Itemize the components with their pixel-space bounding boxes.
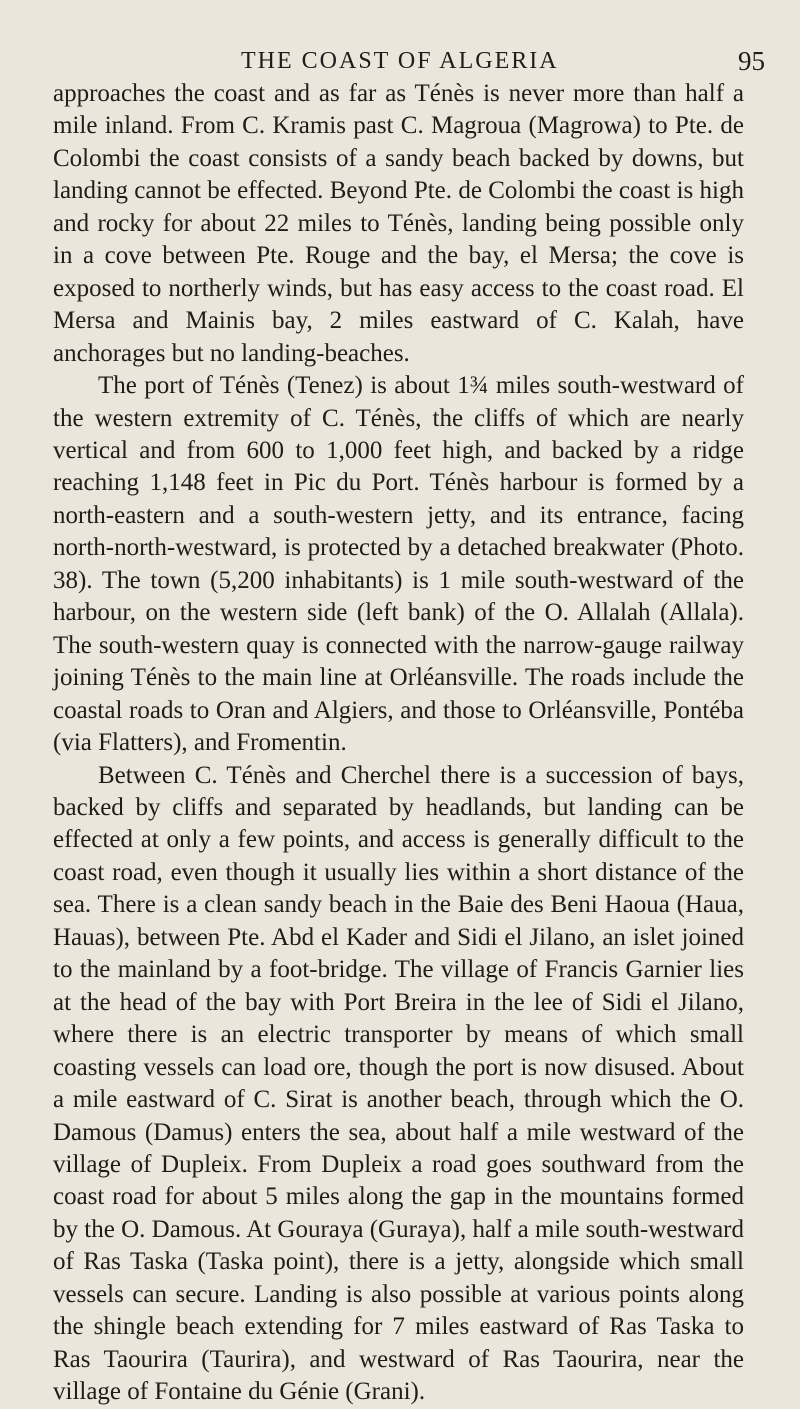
paragraph-port-of-tenes: The port of Ténès (Tenez) is about 1¾ miles south-westward of the western extremity of C. Ténès, the cliffs of which are nearly vertical and from 600 to 1,000 feet high, and backed by a ridge reaching 1,148 feet in Pic du Port. Ténès harbour is formed by a north-eastern and a south-western jetty, and its entrance, facing north-north-westward, is protected by a detached breakwater (Photo. 38). The town (5,200 inhabitants) is 1 mile south-westward of the harbour, on the western side (left bank) of the O. Allalah (Allala). The south-western quay is connected with the narrow-gauge railway joining Ténès to the main line at Orléansville. The roads include the coastal roads to Oran and Algiers, and those to Orléansville, Pontéba (via Flatters), and Fromentin. [53, 372, 744, 757]
running-title: THE COAST OF ALGERIA [241, 48, 559, 74]
body-text [53, 78, 744, 1409]
page-number: 95 [738, 46, 765, 76]
running-head [0, 44, 800, 80]
paragraph-tenes-to-cherchel: Between C. Ténès and Cherchel there is a succession of bays, backed by cliffs and separated by headlands, but landing can be effected at only a few points, and access is generally difficult to the coast road, even though it usually lies within a short distance of the sea. There is a clean sandy beach in the Baie des Beni Haoua (Haua, Hauas), between Pte. Abd el Kader and Sidi el Jilano, an islet joined to the mainland by a foot-bridge. The village of Francis Garnier lies at the head of the bay with Port Breira in the lee of Sidi el Jilano, where there is an electric transporter by means of which small coasting vessels can load ore, though the port is now disused. About a mile eastward of C. Sirat is another beach, through which the O. Damous (Damus) enters the sea, about half a mile westward of the village of Dupleix. From Dupleix a road goes southward from the coast road for about 5 miles along the gap in the mountains formed by the O. Damous. At Gouraya (Guraya), half a mile south-westward of Ras Taska (Taska point), there is a jetty, alongside which small vessels can secure. Landing is also possible at various points along the shingle beach extending for 7 miles eastward of Ras Taska to Ras Taourira (Taurira), and westward of Ras Taourira, near the village of Fontaine du Génie (Grani). [53, 761, 744, 1406]
paragraph-continued: approaches the coast and as far as Ténès is never more than half a mile inland. From C. Kramis past C. Magroua (Magrowa) to Pte. de Colombi the coast consists of a sandy beach backed by downs, but landing cannot be effected. Beyond Pte. de Colombi the coast is high and rocky for about 22 miles to Ténès, landing being possible only in a cove between Pte. Rouge and the bay, el Mersa; the cove is exposed to northerly winds, but has easy access to the coast road. El Mersa and Mainis bay, 2 miles eastward of C. Kalah, have anchorages but no landing-beaches. [53, 80, 744, 367]
